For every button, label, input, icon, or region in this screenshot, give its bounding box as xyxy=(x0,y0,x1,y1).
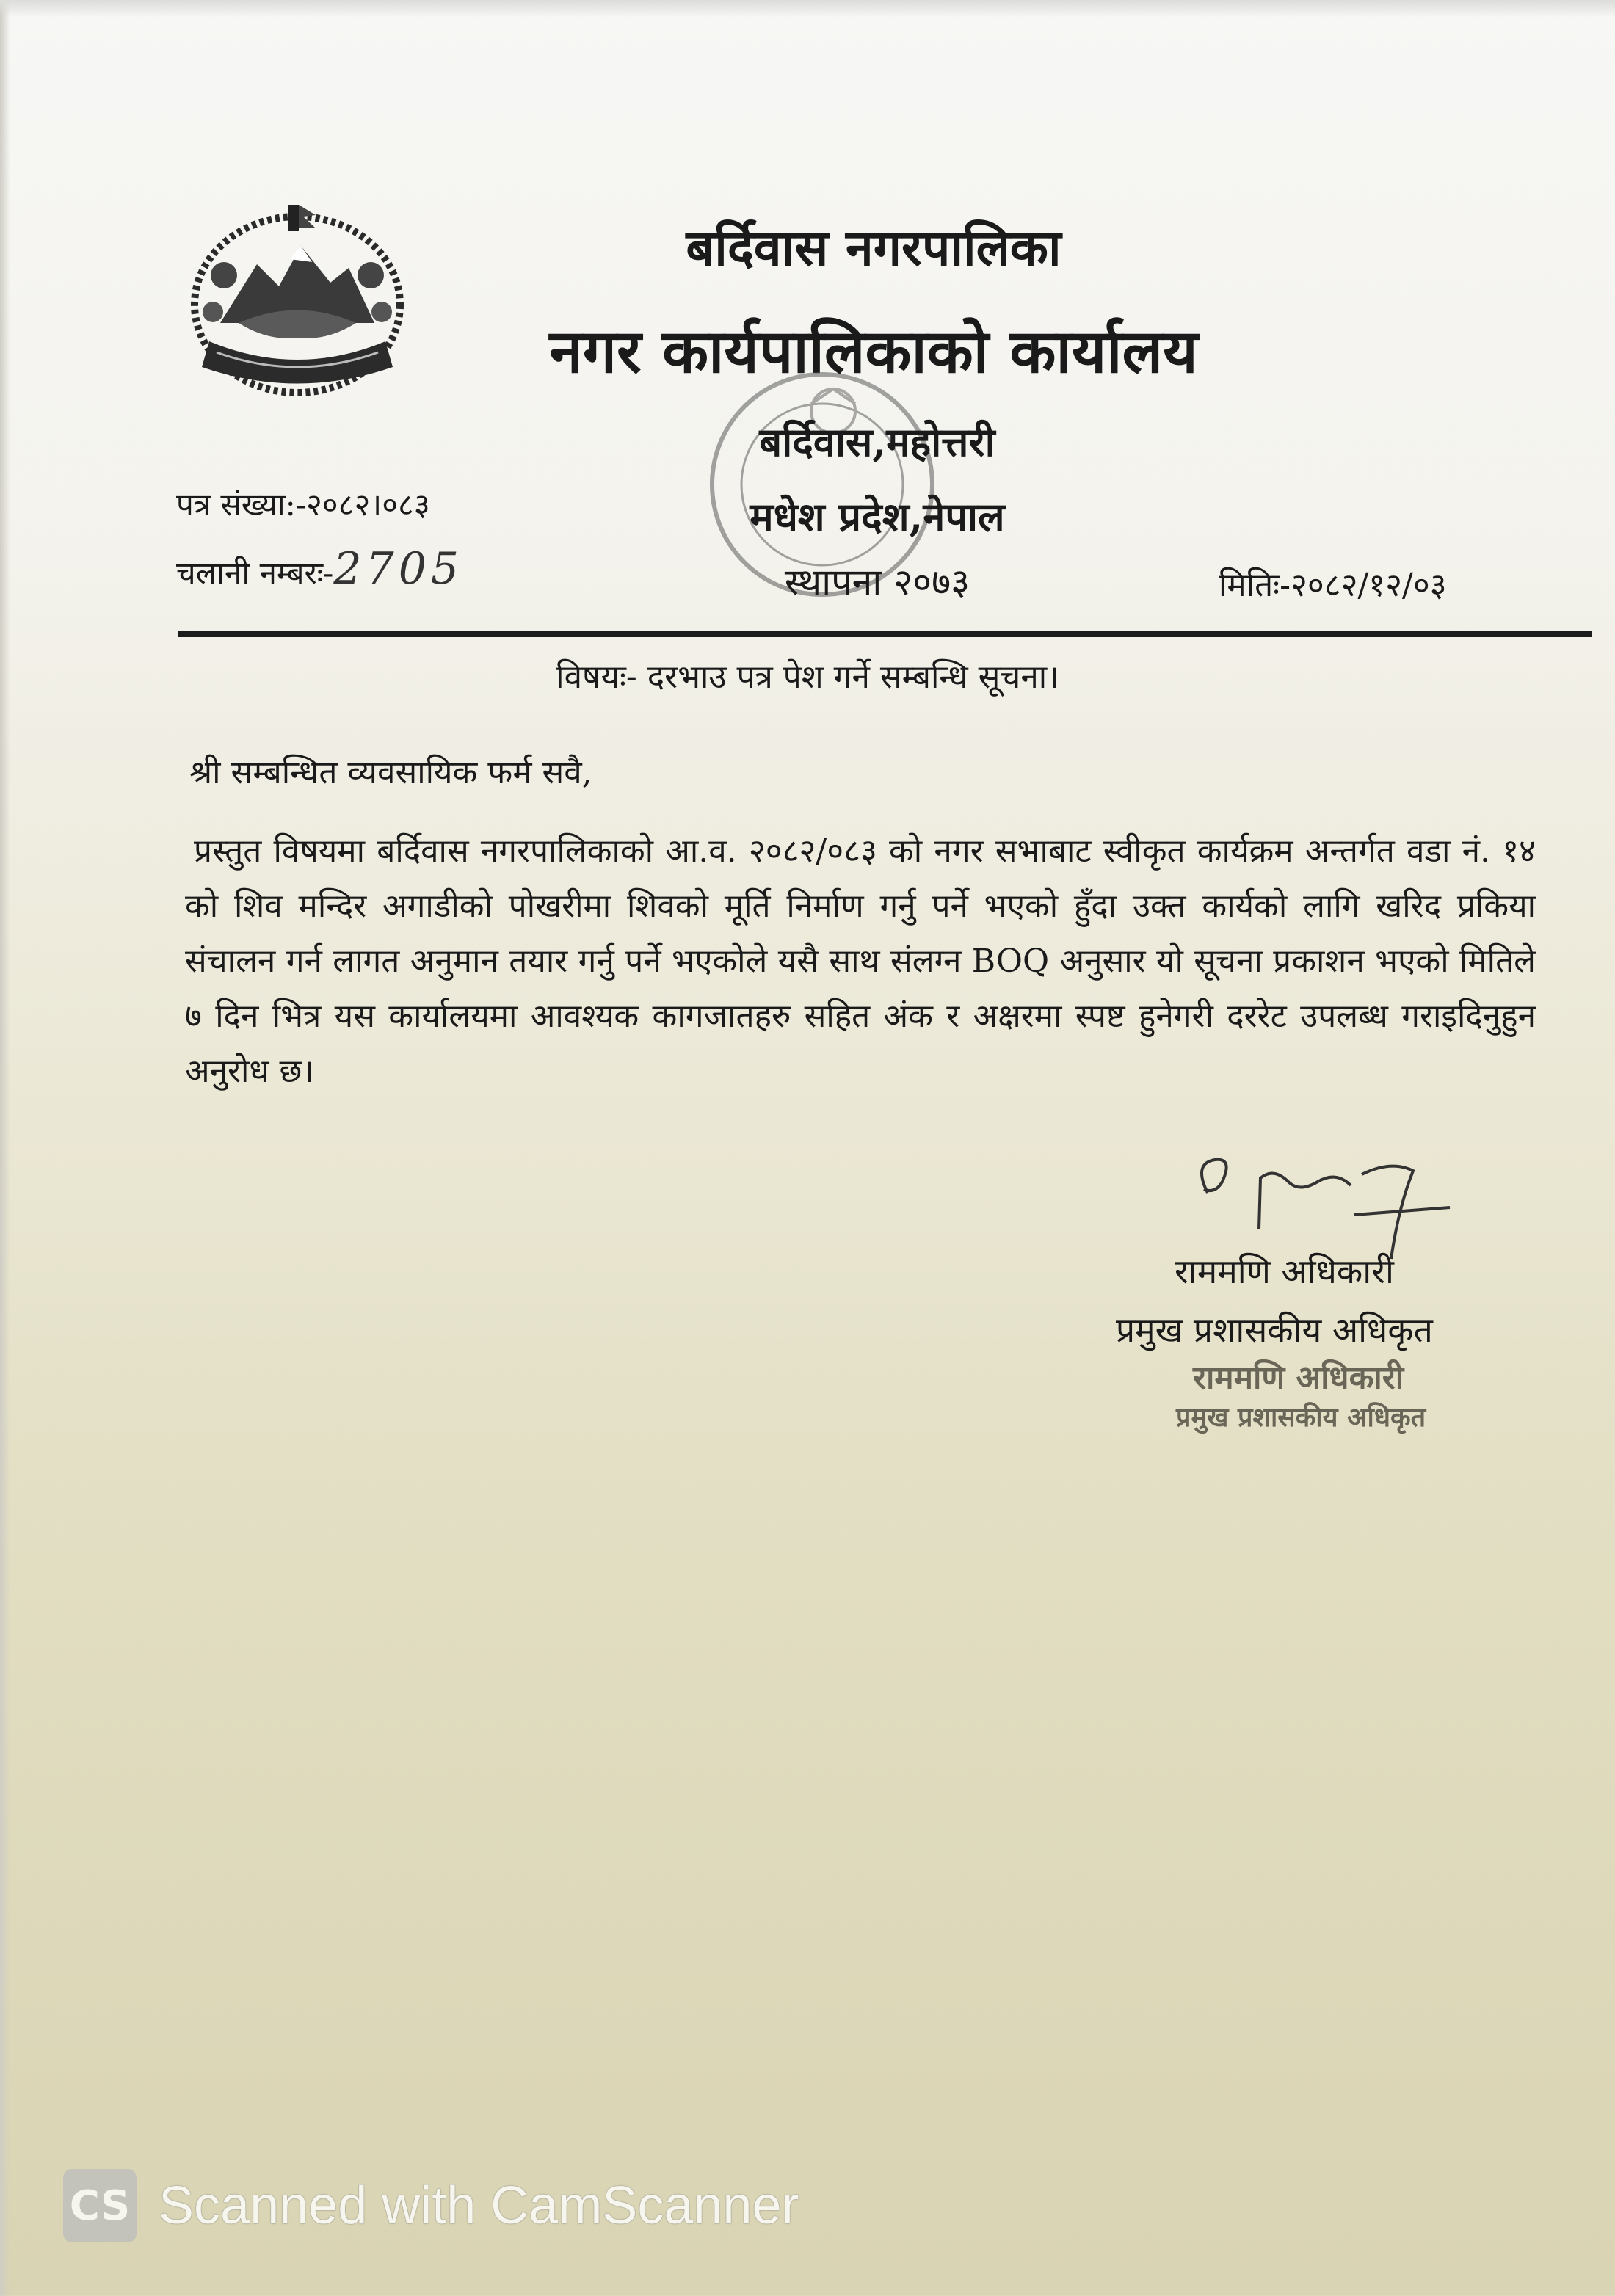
office-province: मधेश प्रदेश,नेपाल xyxy=(750,493,1005,540)
letter-subject: विषयः- दरभाउ पत्र पेश गर्ने सम्बन्धि सूचना। xyxy=(556,658,1059,696)
office-name: नगर कार्यपालिकाको कार्यालय xyxy=(549,316,1198,387)
letter-date xyxy=(1219,562,1447,606)
camscanner-text: Scanned with CamScanner xyxy=(159,2176,799,2235)
dispatch-number-label: चलानी नम्बरः- xyxy=(176,555,334,591)
established-year: स्थापना २०७३ xyxy=(784,561,970,603)
letter-salutation: श्री सम्बन्धित व्यवसायिक फर्म सवै, xyxy=(189,754,592,791)
page-edge-shadow xyxy=(0,0,10,2296)
letter-number-label: पत्र संख्या:- xyxy=(176,487,306,523)
name-stamp: राममणि अधिकारी xyxy=(1193,1359,1404,1397)
letter-number xyxy=(176,483,430,525)
page-top-shadow xyxy=(0,0,1615,18)
date-label: मितिः- xyxy=(1219,567,1291,604)
dispatch-number-value: 2705 xyxy=(333,543,464,595)
office-address: बर्दिवास,महोत्तरी xyxy=(759,418,995,465)
municipality-name: बर्दिवास नगरपालिका xyxy=(686,219,1061,277)
header-divider xyxy=(178,631,1592,637)
signatory-name: राममणि अधिकारी xyxy=(1175,1251,1394,1291)
camscanner-watermark xyxy=(63,2165,944,2246)
letter-body: प्रस्तुत विषयमा बर्दिवास नगरपालिकाको आ.व. २०८२/०८३ को नगर सभाबाट स्वीकृत कार्यक्रम अन्तर्गत वडा नं. १४ को शिव मन्दिर अगाडीको पोखरीमा शिवको मूर्ति निर्माण गर्नु पर्ने भएको हुँदा उक्त कार्यको लागि खरिद प्रकिया संचालन गर्न लागत अनुमान तयार गर्नु पर्ने भएकोले यसै साथ संलग्न BOQ अनुसार यो सूचना प्रकाशन भएको मितिले ७ दिन भित्र यस कार्यालयमा आवश्यक कागजातहरु सहित अंक र अक्षरमा स्पष्ट हुनेगरी दररेट उपलब्ध गराइदिनुहुन अनुरोध छ। xyxy=(185,832,1536,1090)
date-value: २०८२/१२/०३ xyxy=(1290,567,1447,604)
camscanner-logo-icon: CS xyxy=(63,2169,137,2242)
dispatch-number xyxy=(176,543,463,595)
title-stamp: प्रमुख प्रशासकीय अधिकृत xyxy=(1176,1402,1426,1433)
signatory-title: प्रमुख प्रशासकीय अधिकृत xyxy=(1116,1310,1433,1350)
letter-number-value: २०८२।०८३ xyxy=(305,487,430,523)
